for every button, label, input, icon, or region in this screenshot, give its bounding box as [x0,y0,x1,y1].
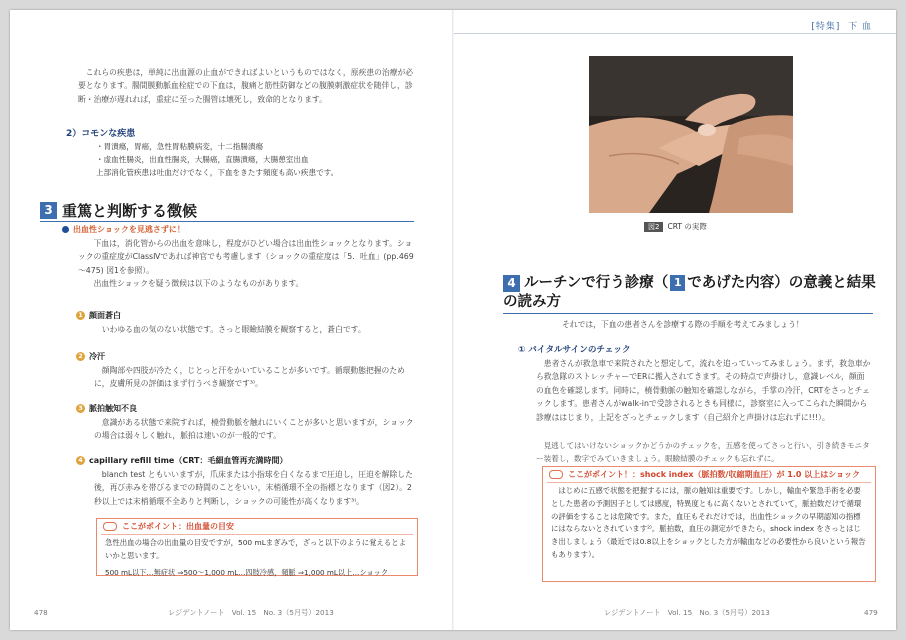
section-3-paragraph-2: 出血性ショックを疑う徴候は以下のようなものがあります。 [93,279,304,288]
point-box-shock-index [542,466,876,582]
section-4-heading [503,274,883,312]
hands-pressing-fingertip-image [589,56,793,213]
point-box-heading [97,519,417,534]
bullet-dot-icon [62,226,69,233]
number-badge-icon: 3 [76,404,85,413]
figure-caption-text: CRT の実際 [667,222,707,231]
vital-signs-paragraph-2: 見逃してはいけないショックかどうかのチェックを，五感を使ってさっと行い，引き続きモニター装着し，数字でみていきましょう。眼瞼結膜のチェックも忘れずに。 [536,441,870,464]
section-title-part: であげた内容）の意義と結果の読み方 [503,275,876,310]
sign-title: 顔面蒼白 [89,311,121,320]
vital-signs-heading: ① バイタルサインのチェック [518,345,631,355]
sign-text-4: blanch test ともいいますが，爪床または小指球を白くなるまで圧迫し，圧迫を解除した後，再び赤みを帯びるまでの時間のことをいい，末梢循環不全の指標となります（図2）。2秒以上では末梢循環不全ありと判断し，ショックの可能性が高くなります³⁾。 [94,470,413,506]
sign-heading-1 [76,310,121,321]
point-box-scale: 500 mL以下…無症状 ⇒500～1,000 mL…四肢冷感，頻脈 ⇒1,000 mL以上…ショック [105,567,389,577]
point-box-body: 急性出血の場合の出血量の目安ですが，500 mLまぎみで，ざっと以下のように覚えるとよいかと思います。 [105,538,407,560]
figure-label: 図2 [644,222,663,232]
common-diseases-note: 上部消化管疾患は吐血だけでなく，下血をきたす頻度も高い疾患です。 [96,168,339,177]
book-spread [10,10,896,630]
figure-caption [644,221,707,232]
header-title: 下 血 [848,22,872,32]
common-diseases-heading: 2）コモンな疾患 [66,129,136,139]
section-underline [40,221,414,222]
section-title: 重篤と判断する徴候 [62,202,198,220]
journal-footer: レジデントノート Vol. 15 No. 3（5月号）2013 [168,608,334,617]
section-3-paragraph: 下血は，消化管からの出血を意味し，程度がひどい場合は出血性ショックとなります。ショックの重症度がClassⅣであれば神官でも考慮します（ショックの重症度は「5．吐血」(pp.469～475) 図1を参照）。 [78,239,414,275]
intro-paragraph: これらの疾患は，単純に出血源の止血ができればよいというものではなく，原疾患の治療が必要となります。腸間膜動脈血栓症での下血は，腹痛と筋性防御などの腹膜刺激症状を随伴し，診断・治療が遅れれば，重症に至った腸管は壊死し，致命的となります。 [78,68,414,104]
hemorrhagic-shock-heading [62,224,185,235]
sign-text-3: 意識がある状態で来院すれば，橈骨動脈を触れにいくことが多いと思いますが，ショックの場合は弱々しく触れ，脈拍は速いのが一般的です。 [94,418,414,441]
point-box-heading [543,467,875,482]
number-badge-icon: 4 [76,456,85,465]
point-heading-text: ここがポイント！：shock index（脈拍数/収縮期血圧）が 1.0 以上はショック [568,470,861,479]
sign-title: 脈拍触知不良 [89,404,137,413]
crt-photo [589,56,793,213]
section-number: 3 [40,202,57,219]
pointing-hand-icon [549,470,563,479]
pointing-hand-icon [103,522,117,531]
header-rule [454,33,896,34]
sign-title: capillary refill time（CRT：毛細血管再充満時間） [89,456,288,465]
section-underline [503,313,873,314]
point-box-blood-loss [96,518,418,576]
left-page [10,10,452,630]
sign-text-1: いわゆる血の気のない状態です。さっと眼瞼結膜を観察すると，蒼白です。 [101,325,366,334]
header-tag-label: [特集] [811,22,841,32]
number-badge-icon: 1 [76,311,85,320]
number-badge-icon: 2 [76,352,85,361]
section-number: 4 [503,275,520,292]
common-diseases-item: ・虚血性腸炎，出血性腸炎，大腸癌，直腸潰瘍，大腸憩室出血 [96,155,309,164]
sign-heading-3 [76,403,137,414]
sign-text-2: 顔陶部や四肢が冷たく，じとっと汗をかいていることが多いです。循環動態把握のために，皮膚所見の評価はまず行うべき観察です³⁾。 [94,366,405,389]
right-page [454,10,896,630]
common-diseases-item: ・胃潰瘍，胃癌，急性胃粘膜病変，十二指腸潰瘍 [96,142,264,151]
page-number: 479 [864,608,878,617]
section-3-heading [40,202,197,220]
journal-footer: レジデントノート Vol. 15 No. 3（5月号）2013 [604,608,770,617]
section-4-lead: それでは，下血の患者さんを診療する際の手順を考えてみましょう！ [562,320,804,329]
dot-heading-text: 出血性ショックを見逃さずに！ [73,225,185,234]
point-box-body: はじめに五感で状態を把握するには，脈の触知は重要です。しかし，輸血や緊急手術を必要とした患者の予測因子としては感度，特異度ともに高くないとされていて，脈拍数だけで循環の評価をすることは危険です。また，血圧もそれだけでは，出血性ショックの早期認知の指標にはならないとされています²⁾。脈拍数，血圧の測定ができたら，shock index をさっとはじき出しましょう（最近では0.8以上をショックとした方が輸血などの必要性から良いという報告もあります）。 [551,486,866,559]
inline-section-ref: 1 [670,275,685,291]
vital-signs-paragraph: 患者さんが救急車で来院されたと想定して，流れを追っていってみましょう。まず，救急車から救急隊のストレッチャーでERに搬入されてきます。その時点で声掛けし，意識レベル，顔面の血色を確認します。同時に，橈骨動脈の触知を確認しながら，手掌の冷汗，CRTをさっとチェックします。患者さんがwalk-inで受診されるときも同様に，診察室に入ってこられた瞬間から診療ははじまり，上記をざっとチェックします（自己紹介と声掛けは忘れずに!!!）。 [536,359,871,422]
sign-title: 冷汗 [89,352,105,361]
sign-heading-2 [76,351,105,362]
section-title-part: ルーチンで行う診療（ [524,275,669,291]
sign-heading-4 [76,455,287,466]
point-heading-text: ここがポイント：出血量の目安 [122,522,234,531]
running-header [811,19,872,32]
page-number: 478 [34,608,48,617]
